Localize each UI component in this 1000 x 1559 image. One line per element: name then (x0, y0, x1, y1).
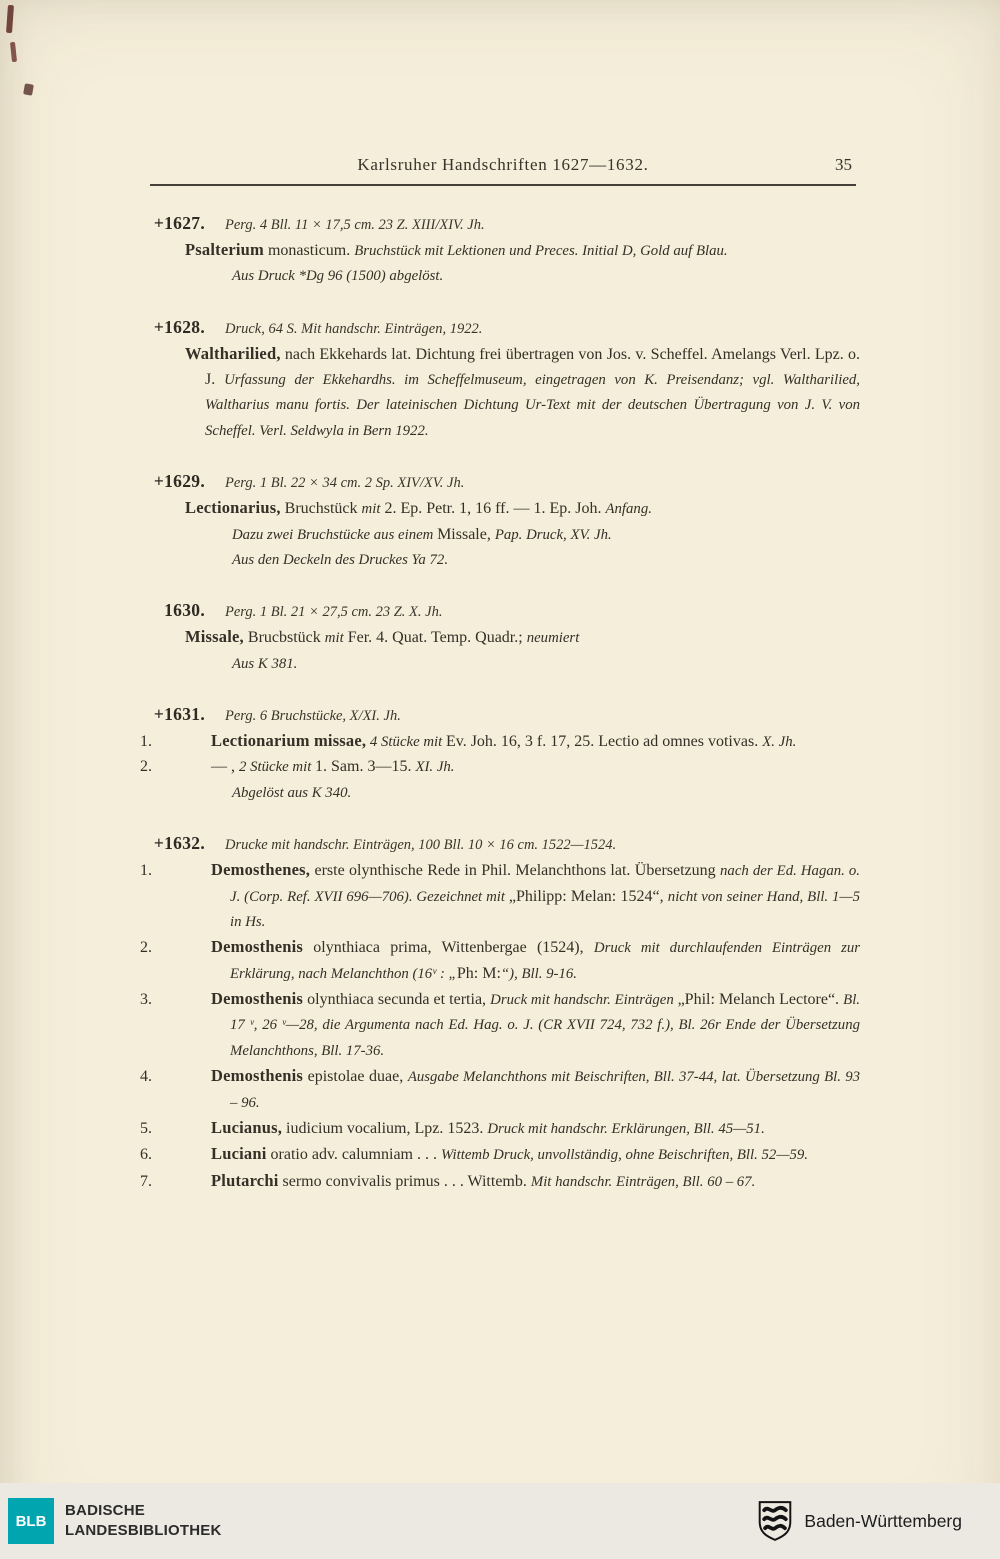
text-segment: 1. Sam. 3—15. (315, 758, 416, 776)
entry-paragraph (140, 1063, 860, 1115)
entry-body (140, 857, 861, 1194)
scan-artifact (23, 83, 34, 95)
entry-body (185, 495, 860, 572)
text-segment: Aus K 381. (232, 655, 298, 672)
library-name (65, 1501, 222, 1542)
entry-body (140, 728, 860, 805)
catalog-entry (135, 600, 860, 676)
text-segment: Waltharilied, (185, 343, 281, 363)
text-segment: 2 Stücke mit (239, 759, 316, 776)
text-segment: Plutarchi (211, 1170, 279, 1190)
text-segment: Lucianus, (211, 1117, 283, 1137)
text-segment: Aus Druck *Dg 96 (1500) abgelöst. (232, 268, 444, 285)
text-segment: Lectionarius, (185, 498, 281, 518)
library-name-line2: LANDESBIBLIOTHEK (65, 1522, 222, 1539)
entry-number: 1630. (164, 600, 205, 621)
text-segment: Psalterium (185, 240, 264, 259)
text-segment: Bl. 17 ᵛ, 26 ᵛ—28, die Argumenta nach Ed. Hag. o. J. (CR XVII 724, 732 f.), Bl. 26r Ende der Übersetzung Melanchthons, Bll. 17-36. (230, 992, 861, 1059)
text-segment: Mit handschr. Einträgen, Bll. 60 – 67. (530, 1173, 756, 1190)
library-name-line1: BADISCHE (65, 1501, 145, 1519)
entry-number: +1629. (153, 471, 205, 492)
text-segment: Aus den Deckeln des Druckes Ya 72. (232, 551, 449, 568)
entry-head (135, 600, 860, 621)
text-segment: Fer. 4. Quat. Temp. Quadr.; (343, 629, 527, 647)
text-segment: 4 Stücke mit (366, 734, 446, 751)
entry-paragraph (185, 341, 860, 443)
catalog-entry (135, 213, 860, 289)
entry-paragraph (232, 522, 860, 547)
entry-paragraph (140, 934, 860, 986)
entry-paragraph (140, 728, 860, 754)
text-segment: Druck mit handschr. Erklärungen, Bll. 45—51. (487, 1120, 765, 1137)
text-segment: nach Ekkehards lat. Dichtung frei übertragen von Jos. v. Scheffel. Amelangs Verl. Lpz. o. J. (205, 345, 860, 389)
text-segment: Lectionarium missae, (211, 731, 367, 751)
catalog-entry (135, 704, 860, 805)
entry-paragraph (140, 1115, 860, 1141)
state-name: Baden-Württemberg (804, 1510, 962, 1531)
text-segment: Luciani (211, 1144, 267, 1164)
text-segment: monasticum. (263, 242, 355, 259)
text-segment: Pap. Druck, XV. Jh. (494, 526, 612, 543)
text-segment: Ev. Joh. 16, 3 f. 17, 25. Lectio ad omnes votivas. (445, 733, 763, 751)
text-segment: XI. Jh. (415, 759, 455, 776)
page-number: 35 (835, 155, 852, 174)
text-segment: mit (324, 630, 344, 647)
text-segment: „Philipp: Melan: 1524“, (508, 887, 668, 905)
entry-head (135, 213, 860, 234)
text-segment: neumiert (526, 630, 580, 647)
catalog-entry (135, 471, 860, 572)
entry-head (135, 471, 860, 492)
baden-wuerttemberg-coat-of-arms-icon (757, 1500, 793, 1542)
scan-artifact (10, 42, 17, 62)
text-segment: 2. Ep. Petr. 1, 16 ff. — 1. Ep. Joh. (380, 500, 606, 518)
page-title: Karlsruher Handschriften 1627—1632. (357, 155, 649, 174)
state-branding (757, 1500, 962, 1542)
entry-paragraph (232, 263, 860, 288)
text-segment: „Phil: Melanch Lectore“. (677, 991, 844, 1009)
entry-paragraph (232, 651, 860, 676)
entry-paragraph (185, 237, 860, 263)
entry-head (135, 704, 860, 725)
text-segment: Missale, (437, 525, 495, 543)
text-segment: Brucbstück (243, 629, 325, 647)
text-segment: iudicium vocalium, Lpz. 1523. (282, 1119, 488, 1137)
item-number: 2. (140, 939, 152, 957)
text-segment: Dazu zwei Bruchstücke aus einem (232, 526, 438, 543)
text-segment: Anfang. (605, 501, 652, 518)
item-number: 3. (140, 991, 152, 1009)
library-branding (8, 1498, 222, 1544)
text-segment: oratio adv. calumniam . . . (266, 1146, 441, 1164)
entry-body (185, 624, 860, 676)
entry-paragraph (185, 624, 860, 650)
entry-number: +1631. (153, 704, 205, 725)
text-segment: Demosthenis (211, 989, 304, 1009)
page-header (150, 155, 856, 186)
entry-collation: Perg. 1 Bl. 21 × 27,5 cm. 23 Z. X. Jh. (225, 604, 443, 621)
text-segment: Urfassung der Ekkehardhs. im Scheffelmuseum, eingetragen von K. Preisendanz; vgl. Waltharilied, Waltharius manu fortis. Der lateinischen Dichtung Ur-Text mit der deutschen Übertragung von J. V. von Scheffel. Verl. Seldwyla in Bern 1922. (205, 372, 860, 439)
text-segment: Bruchstück (280, 500, 362, 518)
text-segment: Bruchstück mit Lektionen und Preces. Initial D, Gold auf Blau. (354, 243, 728, 259)
item-number: 1. (140, 862, 152, 880)
text-segment: Abgelöst aus K 340. (232, 784, 352, 801)
entry-paragraph (232, 780, 860, 805)
catalog-entry (135, 317, 860, 443)
text-segment: nach der Ed. Hagan. o. J. (Corp. Ref. XVII 696—706). Gezeichnet mit (230, 863, 861, 905)
entry-number: +1632. (153, 833, 205, 854)
text-segment: Demosthenis (211, 937, 304, 957)
item-number: 6. (140, 1146, 152, 1164)
entry-body (185, 237, 860, 289)
entry-collation: Druck, 64 S. Mit handschr. Einträgen, 1922. (225, 320, 483, 337)
text-segment: Ausgabe Melanchthons mit Beischriften, Bll. 37-44, lat. Übersetzung Bl. 93 – 96. (230, 1069, 860, 1111)
entry-head (135, 833, 860, 854)
text-segment: X. Jh. (762, 734, 797, 751)
text-segment: olynthiaca secunda et tertia, (303, 991, 491, 1009)
entry-paragraph (140, 986, 861, 1063)
page-content (135, 155, 860, 1222)
entry-paragraph (140, 1168, 860, 1194)
item-number: 1. (140, 733, 152, 751)
entry-collation: Perg. 1 Bl. 22 × 34 cm. 2 Sp. XIV/XV. Jh. (225, 475, 465, 492)
text-segment: nicht von seiner Hand, Bll. 1—5 in Hs. (230, 888, 860, 930)
entry-collation: Perg. 6 Bruchstücke, X/XI. Jh. (225, 708, 401, 725)
text-segment: olynthiaca prima, Wittenbergae (1524), (303, 939, 594, 957)
item-number: 5. (140, 1119, 152, 1137)
entry-paragraph (140, 857, 861, 934)
text-segment: “), Bll. 9-16. (500, 965, 577, 982)
text-segment: mit (361, 501, 381, 518)
text-segment: Demosthenis (211, 1066, 304, 1086)
item-number: 2. (140, 758, 152, 776)
catalog-entry (135, 833, 860, 1194)
text-segment: epistolae duae, (303, 1068, 408, 1086)
entry-paragraph (140, 754, 860, 779)
text-segment: Druck mit durchlaufenden Einträgen zur Erklärung, nach Melanchthon (16ᵛ : „ (230, 940, 860, 982)
entry-paragraph (185, 495, 860, 521)
item-number: 4. (140, 1068, 152, 1086)
scan-artifact (6, 5, 14, 33)
entry-head (135, 317, 860, 338)
item-number: 7. (140, 1172, 152, 1190)
entry-number: +1627. (153, 213, 205, 233)
text-segment: erste olynthische Rede in Phil. Melanchthons lat. Übersetzung (310, 862, 721, 880)
entries-list (135, 213, 860, 1194)
text-segment: Druck mit handschr. Einträgen (490, 992, 678, 1009)
text-segment: — , (211, 758, 239, 776)
entry-paragraph (140, 1141, 860, 1167)
text-segment: Demosthenes, (211, 860, 311, 880)
entry-collation: Perg. 4 Bll. 11 × 17,5 cm. 23 Z. XIII/XIV. Jh. (225, 217, 485, 233)
entry-number: +1628. (153, 316, 205, 337)
entry-collation: Drucke mit handschr. Einträgen, 100 Bll. 10 × 16 cm. 1522—1524. (225, 837, 617, 854)
text-segment: Ph: M: (456, 964, 501, 982)
text-segment: Wittemb Druck, unvollständig, ohne Beischriften, Bll. 52—59. (440, 1147, 808, 1164)
entry-paragraph (232, 547, 860, 572)
text-segment: Missale, (185, 627, 244, 647)
entry-body (185, 341, 860, 443)
text-segment: sermo convivalis primus . . . Wittemb. (278, 1172, 531, 1190)
footer-bar (0, 1483, 1000, 1559)
blb-logo: BLB (8, 1498, 54, 1544)
